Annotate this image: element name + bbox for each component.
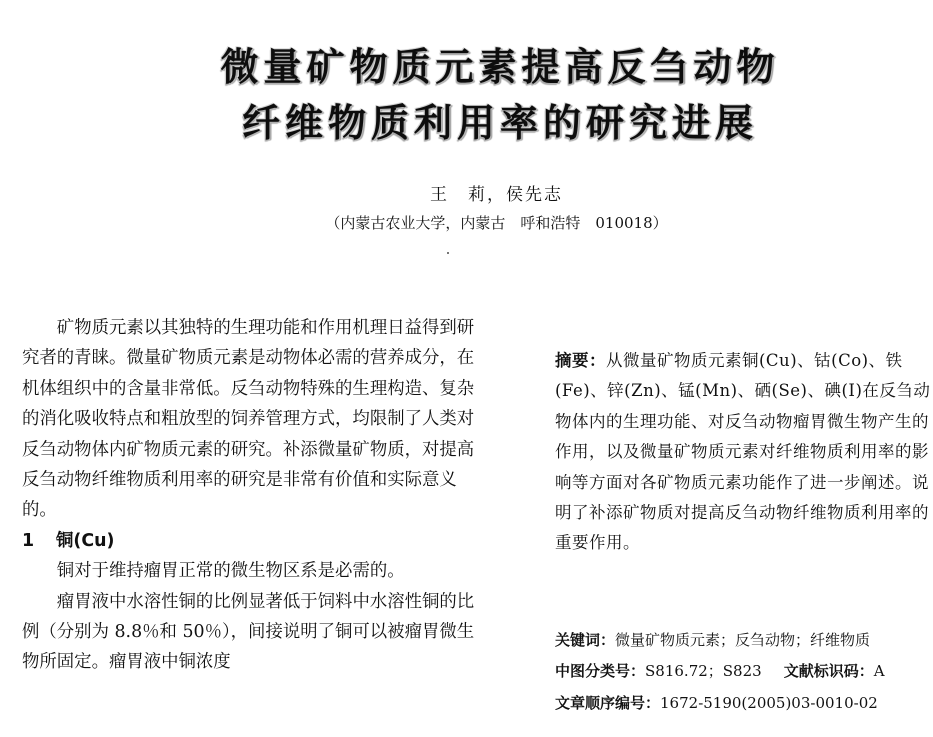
keywords-line bbox=[555, 629, 933, 650]
decorative-dot bbox=[447, 252, 449, 254]
abstract-block bbox=[555, 346, 933, 559]
abstract-label: 摘要： bbox=[555, 351, 606, 370]
intro-paragraph: 矿物质元素以其独特的生理功能和作用机理日益得到研究者的青睐。微量矿物质元素是动物体必需的营养成分，在机体组织中的含量非常低。反刍动物特殊的生理构造、复杂的消化吸收特点和粗放型的饲养管理方式，均限制了人类对反刍动物体内矿物质元素的研究。补添微量矿物质，对提高反刍动物纤维物质利用率的研究是非常有价值和实际意义的。 bbox=[22, 318, 475, 521]
body-paragraph: 铜对于维持瘤胃正常的微生物区系是必需的。 bbox=[56, 561, 405, 582]
affiliation: （内蒙古农业大学，内蒙古 呼和浩特 010018） bbox=[325, 214, 668, 232]
authors: 王 莉，侯先志 bbox=[430, 185, 563, 205]
body-left-column bbox=[22, 313, 482, 678]
article-no-label: 文章顺序编号： bbox=[555, 694, 661, 712]
keywords-label: 关键词： bbox=[555, 631, 616, 649]
doc-code-value: A bbox=[873, 662, 885, 680]
body-paragraph: 瘤胃液中水溶性铜的比例显著低于饲料中水溶性铜的比例（分别为 8.8％和 50％），间接说明了铜可以被瘤胃微生物所固定。瘤胃液中铜浓度 bbox=[22, 591, 475, 673]
article-no-value: 1672-5190(2005)03-0010-02 bbox=[660, 694, 878, 712]
section-number: 1 bbox=[22, 530, 35, 551]
clc-value: S816.72；S823 bbox=[645, 662, 762, 680]
clc-label: 中图分类号： bbox=[555, 662, 646, 680]
abstract-text: 从微量矿物质元素铜(Cu)、钴(Co)、铁(Fe)、锌(Zn)、锰(Mn)、硒(Se)、碘(I)在反刍动物体内的生理功能、对反刍动物瘤胃微生物产生的作用，以及微量矿物质元素对纤维物质利用率的影响等方面对各矿物质元素功能作了进一步阐述。说明了补添矿物质对提高反刍动物纤维物质利用率的重要作用。 bbox=[555, 351, 931, 553]
paper-title-line-1: 微量矿物质元素提高反刍动物 bbox=[220, 44, 780, 89]
paper-title-line-2: 纤维物质利用率的研究进展 bbox=[241, 100, 758, 145]
article-number-line bbox=[555, 692, 933, 713]
section-title: 铜(Cu) bbox=[56, 530, 115, 551]
section-heading-copper bbox=[22, 526, 482, 556]
classification-line bbox=[555, 660, 933, 681]
doc-code-label: 文献标识码： bbox=[783, 662, 874, 680]
keywords-text: 微量矿物质元素；反刍动物；纤维物质 bbox=[615, 631, 871, 649]
